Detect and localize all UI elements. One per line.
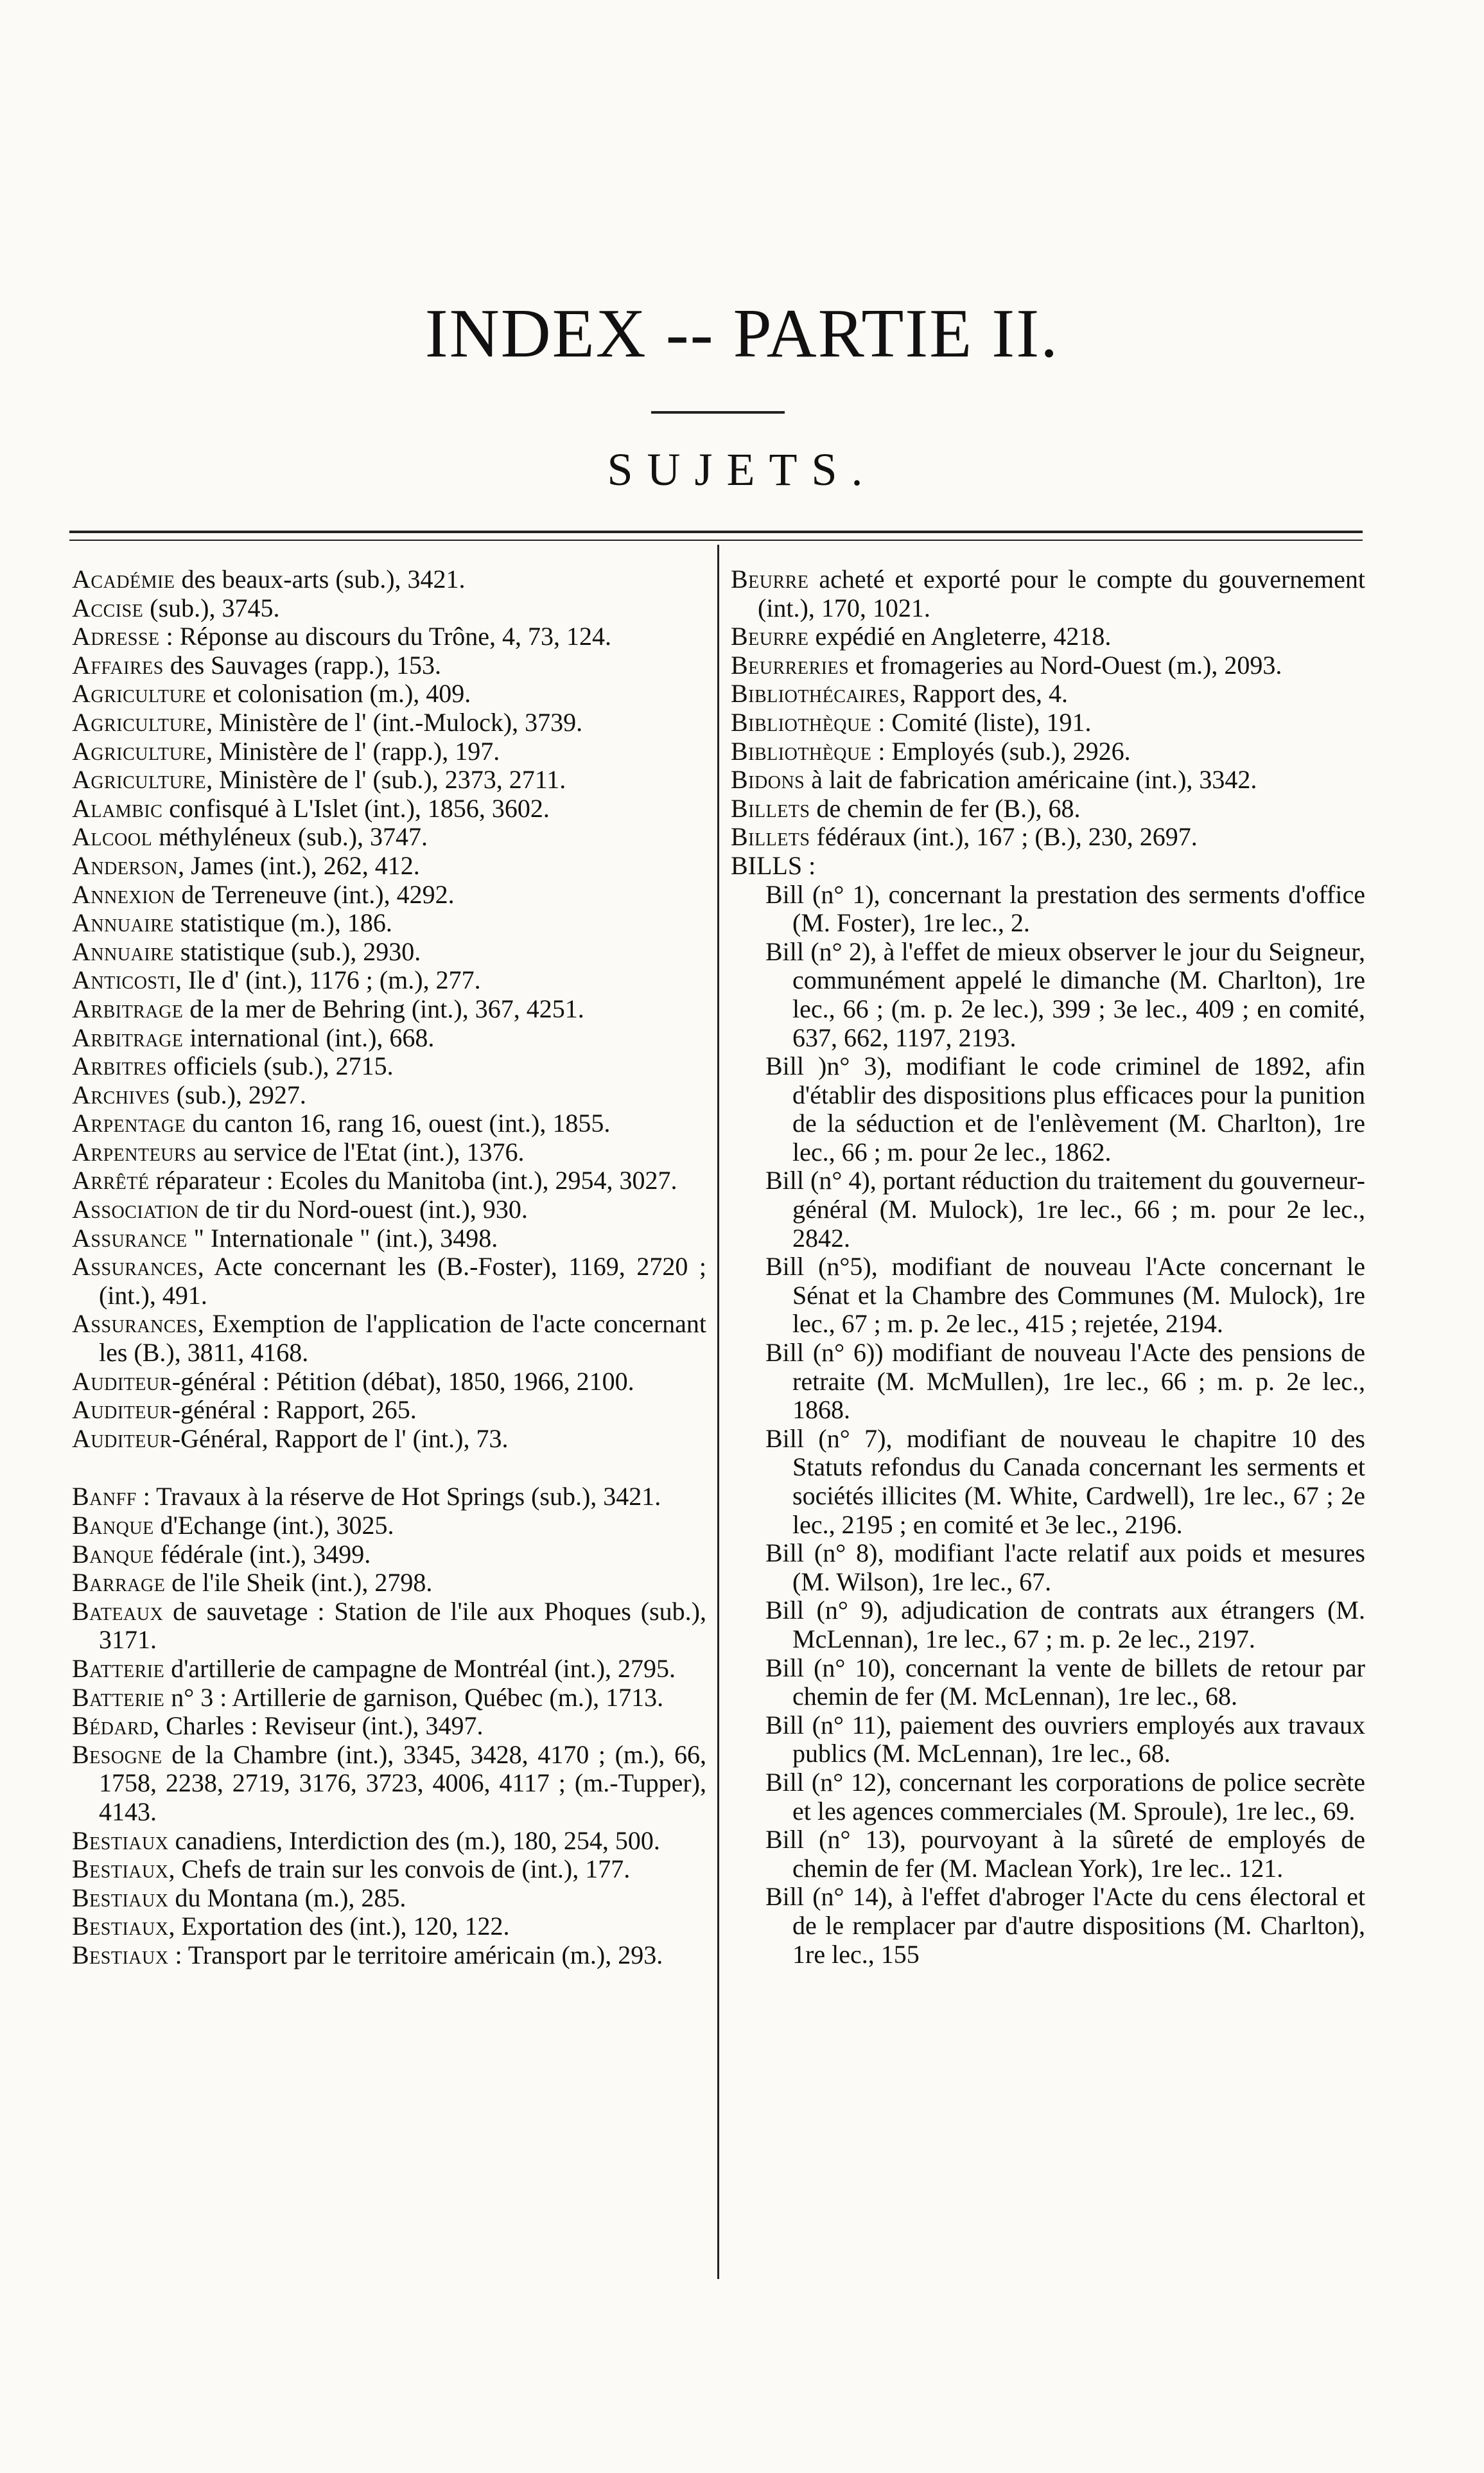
entry-text: Bill (n° 10), concernant la vente de billets de retour par chemin de fer (M. McLennan), 1re lec., 68. — [765, 1653, 1365, 1711]
index-entry — [731, 680, 1365, 708]
entry-keyword: Batterie — [72, 1653, 165, 1683]
entry-keyword: Bestiaux — [72, 1883, 169, 1912]
index-entry — [72, 1024, 706, 1053]
index-entry — [72, 881, 706, 910]
entry-keyword: Banque — [72, 1539, 154, 1569]
entry-text: : Employés (sub.), 2926. — [871, 736, 1131, 766]
entry-text: , Acte concernant les (B.-Foster), 1169, 2720 ; (int.), 491. — [99, 1252, 706, 1310]
entry-text: , Exemption de l'application de l'acte concernant les (B.), 3811, 4168. — [99, 1309, 706, 1368]
entry-text: de Terreneuve (int.), 4292. — [175, 879, 455, 909]
index-entry — [72, 938, 706, 967]
entry-keyword: Banff — [72, 1482, 137, 1511]
entry-keyword: Association — [72, 1195, 199, 1224]
entry-keyword: Alcool — [72, 822, 153, 852]
entry-text: Bill (n° 14), à l'effet d'abroger l'Acte du cens électoral et de le remplacer par d'autre dispositions (M. Charlton), 1re lec., 155 — [765, 1882, 1365, 1969]
entry-text: : Transport par le territoire américain (m.), 293. — [168, 1940, 663, 1969]
entry-keyword: Auditeur — [72, 1395, 172, 1425]
index-entry — [72, 995, 706, 1024]
bill-entry — [731, 1253, 1365, 1339]
header-rule-thick — [69, 531, 1363, 533]
index-entry — [72, 852, 706, 881]
entry-keyword: Archives — [72, 1080, 170, 1109]
index-entry — [731, 651, 1365, 680]
title-rule — [651, 411, 785, 414]
index-entry — [72, 823, 706, 852]
index-entry — [731, 823, 1365, 852]
bill-entry — [731, 1539, 1365, 1596]
entry-keyword: Bestiaux — [72, 1912, 169, 1941]
entry-text: Bill (n° 2), à l'effet de mieux observer le jour du Seigneur, communément appelé le dimanche (M. Charlton), 1re lec., 66 ; (m. p. 2e lec.), 399 ; 3e lec., 409 ; en comité, 637, 662, 1197, 2193. — [765, 937, 1365, 1052]
index-heading — [731, 852, 1365, 881]
entry-text: Bill (n°5), modifiant de nouveau l'Acte concernant le Sénat et la Chambre des Communes (M. Mulock), 1re lec., 67 ; m. p. 2e lec., 415 ; rejetée, 2194. — [765, 1252, 1365, 1339]
entry-text: au service de l'Etat (int.), 1376. — [196, 1137, 525, 1166]
entry-text: Bill (n° 12), concernant les corporations de police secrète et les agences commerciales (M. Sproule), 1re lec., 69. — [765, 1767, 1365, 1826]
index-entry — [72, 1684, 706, 1712]
entry-keyword: Bibliothèque — [731, 736, 872, 766]
entry-keyword: Accise — [72, 593, 144, 622]
entry-keyword: Assurances — [72, 1252, 198, 1281]
index-entry — [72, 1253, 706, 1310]
entry-keyword: Banque — [72, 1511, 154, 1540]
entry-text: Bill )n° 3), modifiant le code criminel de 1892, afin d'établir des dispositions plus efficaces pour la punition de la séduction et de l'enlèvement (M. Charlton), 1re lec., 66 ; m. pour 2e lec., 1862. — [765, 1052, 1365, 1166]
entry-text: de la mer de Behring (int.), 367, 4251. — [183, 994, 584, 1023]
entry-text: , Charles : Reviseur (int.), 3497. — [153, 1711, 484, 1741]
entry-keyword: Agriculture — [72, 736, 207, 766]
entry-text: fédéraux (int.), 167 ; (B.), 230, 2697. — [810, 822, 1198, 852]
index-column-right — [731, 565, 1365, 1969]
index-entry — [72, 1138, 706, 1167]
entry-keyword: Agriculture — [72, 765, 207, 795]
entry-text: (sub.), 2927. — [170, 1080, 306, 1109]
entry-text: , Exportation des (int.), 120, 122. — [168, 1912, 510, 1941]
entry-text: des beaux-arts (sub.), 3421. — [175, 565, 466, 594]
entry-text: , Ministère de l' (sub.), 2373, 2711. — [206, 765, 566, 795]
entry-text: , Rapport des, 4. — [899, 679, 1069, 708]
entry-keyword: Annuaire — [72, 908, 174, 938]
entry-keyword: Billets — [731, 793, 810, 823]
entry-text: de tir du Nord-ouest (int.), 930. — [198, 1195, 528, 1224]
index-entry — [72, 1368, 706, 1396]
index-entry — [731, 737, 1365, 766]
entry-text: du canton 16, rang 16, ouest (int.), 1855. — [186, 1109, 611, 1138]
entry-keyword: Arbitrage — [72, 994, 184, 1023]
entry-keyword: Auditeur — [72, 1366, 172, 1396]
entry-text: " Internationale " (int.), 3498. — [187, 1223, 498, 1253]
entry-text: acheté et exporté pour le compte du gouvernement (int.), 170, 1021. — [758, 565, 1365, 622]
entry-text: confisqué à L'Islet (int.), 1856, 3602. — [162, 793, 550, 823]
entry-text: de l'ile Sheik (int.), 2798. — [165, 1568, 433, 1597]
index-entry — [72, 1052, 706, 1081]
bill-entry — [731, 1166, 1365, 1253]
index-entry — [72, 622, 706, 651]
section-subtitle: SUJETS. — [607, 444, 877, 495]
entry-keyword: Beurre — [731, 622, 809, 651]
entry-keyword: Anticosti — [72, 965, 175, 995]
index-entry — [72, 795, 706, 823]
index-entry — [72, 1655, 706, 1684]
entry-text: Bill (n° 9), adjudication de contrats aux étrangers (M. McLennan), 1re lec., 67 ; m. p. 2e lec., 2197. — [765, 1596, 1365, 1653]
entry-keyword: Annuaire — [72, 937, 174, 966]
entry-text: expédié en Angleterre, 4218. — [808, 622, 1112, 651]
entry-keyword: Adresse — [72, 622, 160, 651]
entry-text: de sauvetage : Station de l'ile aux Phoques (sub.), 3171. — [99, 1596, 706, 1655]
index-entry — [72, 737, 706, 766]
entry-text: et fromageries au Nord-Ouest (m.), 2093. — [849, 650, 1282, 680]
index-entry — [72, 1827, 706, 1856]
entry-keyword: Bateaux — [72, 1596, 164, 1626]
entry-text: du Montana (m.), 285. — [168, 1883, 406, 1912]
index-entry — [72, 1569, 706, 1597]
entry-text: d'artillerie de campagne de Montréal (int.), 2795. — [164, 1653, 676, 1683]
entry-keyword: Besogne — [72, 1739, 162, 1769]
entry-keyword: Beurreries — [731, 650, 850, 680]
entry-keyword: Bidons — [731, 765, 805, 795]
index-column-left — [72, 565, 706, 1970]
entry-text: de chemin de fer (B.), 68. — [810, 793, 1081, 823]
entry-keyword: Batterie — [72, 1682, 165, 1712]
index-entry — [72, 1195, 706, 1224]
entry-text: : Comité (liste), 191. — [871, 707, 1092, 737]
entry-text: Bill (n° 13), pourvoyant à la sûreté de employés de chemin de fer (M. Maclean York), 1re lec.. 121. — [765, 1825, 1365, 1883]
index-entry — [72, 1540, 706, 1569]
index-entry — [72, 1310, 706, 1367]
entry-keyword: Bibliothécaires — [731, 679, 900, 708]
index-entry — [72, 1884, 706, 1913]
entry-text: des Sauvages (rapp.), 153. — [163, 650, 441, 680]
entry-text: Bill (n° 8), modifiant l'acte relatif aux poids et mesures (M. Wilson), 1re lec., 67. — [765, 1538, 1365, 1596]
entry-gap — [72, 1453, 706, 1483]
entry-text: -général : Rapport, 265. — [171, 1395, 417, 1425]
entry-text: BILLS : — [731, 850, 816, 880]
index-entry — [72, 680, 706, 708]
page-title: INDEX -- PARTIE II. — [424, 295, 1060, 372]
index-entry — [731, 708, 1365, 737]
entry-text: officiels (sub.), 2715. — [167, 1052, 394, 1081]
entry-text: -général : Pétition (débat), 1850, 1966, 2100. — [171, 1366, 634, 1396]
entry-text: international (int.), 668. — [183, 1023, 435, 1052]
entry-keyword: Arpenteurs — [72, 1137, 197, 1166]
index-entry — [72, 1511, 706, 1540]
index-entry — [72, 1912, 706, 1941]
index-entry — [72, 1425, 706, 1454]
bill-entry — [731, 1711, 1365, 1768]
index-entry — [72, 708, 706, 737]
entry-keyword: Beurre — [731, 565, 809, 594]
entry-text: , Ministère de l' (int.-Mulock), 3739. — [206, 707, 583, 737]
bill-entry — [731, 1339, 1365, 1425]
entry-text: Bill (n° 11), paiement des ouvriers employés aux travaux publics (M. McLennan), 1re lec., 68. — [765, 1710, 1365, 1768]
bill-entry — [731, 1768, 1365, 1826]
bill-entry — [731, 1826, 1365, 1883]
header-rule-thin — [69, 540, 1363, 541]
index-entry — [731, 795, 1365, 823]
entry-keyword: Agriculture — [72, 679, 207, 708]
entry-text: Bill (n° 6)) modifiant de nouveau l'Acte des pensions de retraite (M. McMullen), 1re lec., 66 ; m. p. 2e lec., 1868. — [765, 1338, 1365, 1425]
entry-keyword: Bédard — [72, 1711, 153, 1741]
bill-entry — [731, 1883, 1365, 1969]
entry-keyword: Barrage — [72, 1568, 166, 1597]
entry-keyword: Arbitres — [72, 1052, 168, 1081]
entry-text: , James (int.), 262, 412. — [178, 850, 420, 880]
entry-keyword: Bestiaux — [72, 1854, 169, 1884]
entry-keyword: Arpentage — [72, 1109, 186, 1138]
index-entry — [72, 1597, 706, 1655]
bill-entry — [731, 1425, 1365, 1539]
index-entry — [72, 1941, 706, 1970]
column-divider — [717, 545, 719, 2279]
index-entry — [72, 1855, 706, 1884]
index-entry — [72, 1483, 706, 1511]
entry-text: à lait de fabrication américaine (int.), 3342. — [805, 765, 1257, 795]
entry-keyword: Arrêté — [72, 1166, 150, 1195]
entry-keyword: Bibliothèque — [731, 707, 872, 737]
entry-text: réparateur : Ecoles du Manitoba (int.), 2954, 3027. — [149, 1166, 677, 1195]
index-entry — [72, 651, 706, 680]
entry-keyword: Billets — [731, 822, 810, 852]
entry-text: statistique (sub.), 2930. — [173, 937, 421, 966]
entry-text: de la Chambre (int.), 3345, 3428, 4170 ; (m.), 66, 1758, 2238, 2719, 3176, 3723, 4006, 4117 ; (m.-Tupper), 4143. — [99, 1739, 706, 1826]
index-entry — [72, 1224, 706, 1253]
entry-text: d'Echange (int.), 3025. — [153, 1511, 394, 1540]
entry-keyword: Assurances — [72, 1309, 198, 1339]
entry-text: , Chefs de train sur les convois de (int.), 177. — [168, 1854, 631, 1884]
index-entry — [72, 1712, 706, 1741]
index-entry — [72, 1109, 706, 1138]
bill-entry — [731, 881, 1365, 938]
entry-text: Bill (n° 1), concernant la prestation des serments d'office (M. Foster), 1re lec., 2. — [765, 879, 1365, 938]
entry-keyword: Agriculture — [72, 707, 207, 737]
bill-entry — [731, 1596, 1365, 1653]
index-entry — [72, 1741, 706, 1827]
index-entry — [72, 1396, 706, 1425]
entry-keyword: Alambic — [72, 793, 163, 823]
entry-text: et colonisation (m.), 409. — [206, 679, 471, 708]
entry-text: , Ministère de l' (rapp.), 197. — [206, 736, 500, 766]
entry-text: n° 3 : Artillerie de garnison, Québec (m.), 1713. — [164, 1682, 664, 1712]
entry-keyword: Assurance — [72, 1223, 188, 1253]
entry-text: , Ile d' (int.), 1176 ; (m.), 277. — [175, 965, 481, 995]
entry-text: fédérale (int.), 3499. — [153, 1539, 371, 1569]
entry-keyword: Académie — [72, 565, 175, 594]
index-entry — [731, 766, 1365, 795]
entry-keyword: Affaires — [72, 650, 164, 680]
index-entry — [72, 594, 706, 623]
index-entry — [72, 766, 706, 795]
index-entry — [72, 1166, 706, 1195]
entry-text: (sub.), 3745. — [143, 593, 280, 622]
index-entry — [72, 966, 706, 995]
entry-keyword: Arbitrage — [72, 1023, 184, 1052]
entry-text: -Général, Rapport de l' (int.), 73. — [171, 1423, 509, 1453]
index-entry — [72, 565, 706, 594]
entry-text: : Réponse au discours du Trône, 4, 73, 124. — [159, 622, 611, 651]
entry-keyword: Bestiaux — [72, 1826, 169, 1855]
index-entry — [72, 909, 706, 938]
index-entry — [731, 622, 1365, 651]
bill-entry — [731, 938, 1365, 1052]
entry-keyword: Auditeur — [72, 1423, 172, 1453]
entry-keyword: Bestiaux — [72, 1940, 169, 1969]
entry-text: : Travaux à la réserve de Hot Springs (sub.), 3421. — [136, 1482, 661, 1511]
entry-keyword: Annexion — [72, 879, 175, 909]
entry-text: canadiens, Interdiction des (m.), 180, 254, 500. — [168, 1826, 660, 1855]
index-entry — [72, 1081, 706, 1110]
bill-entry — [731, 1052, 1365, 1166]
entry-text: méthyléneux (sub.), 3747. — [152, 822, 428, 852]
bill-entry — [731, 1654, 1365, 1711]
entry-text: Bill (n° 7), modifiant de nouveau le chapitre 10 des Statuts refondus du Canada concernant les serments et sociétés illicites (M. White, Cardwell), 1re lec., 67 ; 2e lec., 2195 ; en comité et 3e lec., 2196. — [765, 1423, 1365, 1539]
entry-keyword: Anderson — [72, 850, 179, 880]
entry-text: Bill (n° 4), portant réduction du traitement du gouverneur-général (M. Mulock), 1re lec., 66 ; m. pour 2e lec., 2842. — [765, 1166, 1365, 1253]
entry-text: statistique (m.), 186. — [173, 908, 392, 938]
index-entry — [731, 565, 1365, 622]
